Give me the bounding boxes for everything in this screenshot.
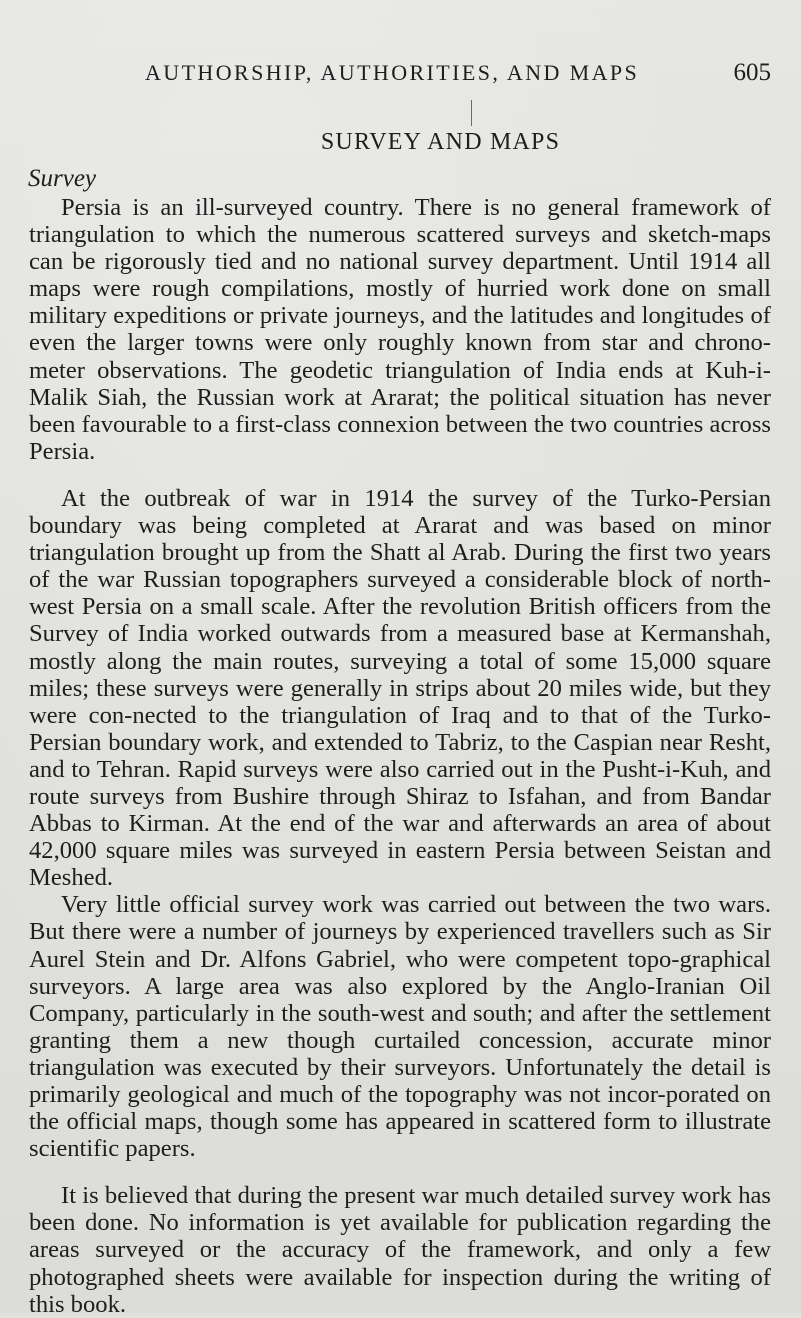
side-heading: Survey — [28, 165, 97, 192]
running-title: AUTHORSHIP, AUTHORITIES, AND MAPS — [145, 60, 640, 85]
body-text — [29, 194, 771, 1318]
paragraph: Very little official survey work was carried out between the two wars. But there were a number of journeys by experienced travellers such as Sir Aurel Stein and Dr. Alfons Gabriel, who were competent topo-graphical surveyors. A large area was also explored by the Anglo-Iranian Oil Company, particularly in the south-west and south; and after the settlement granting them a new though curtailed concession, accurate minor triangulation was executed by their surveyors. Unfortunately the detail is primarily geological and much of the topography was not incor-porated on the official maps, though some has appeared in scattered form to illustrate scientific papers. — [29, 891, 771, 1163]
paragraph: At the outbreak of war in 1914 the survey of the Turko-Persian boundary was being completed at Ararat and was based on minor triangulation brought up from the Shatt al Arab. During the first two years of the war Russian topographers surveyed a considerable block of north-west Persia on a small scale. After the revolution British officers from the Survey of India worked outwards from a measured base at Kermanshah, mostly along the main routes, surveying a total of some 15,000 square miles; these surveys were generally in strips about 20 miles wide, but they were con-nected to the triangulation of Iraq and to that of the Turko-Persian boundary work, and extended to Tabriz, to the Caspian near Resht, and to Tehran. Rapid surveys were also carried out in the Pusht-i-Kuh, and route surveys from Bushire through Shiraz to Isfahan, and from Bandar Abbas to Kirman. At the end of the war and afterwards an area of about 42,000 square miles was surveyed in eastern Persia between Seistan and Meshed. — [29, 484, 771, 892]
paragraph: Persia is an ill-surveyed country. There is no general framework of triangulation to which the numerous scattered surveys and sketch-maps can be rigorously tied and no national survey department. Until 1914 all maps were rough compilations, mostly of hurried work done on small military expeditions or private journeys, and the latitudes and longitudes of even the larger towns were only roughly known from star and chrono-meter observations. The geodetic triangulation of India ends at Kuh-i-Malik Siah, the Russian work at Ararat; the political situation has never been favourable to a first-class connexion between the two countries across Persia. — [29, 194, 771, 465]
gutter-mark — [471, 100, 472, 126]
section-heading: SURVEY AND MAPS — [320, 129, 561, 155]
page-number: 605 — [733, 59, 771, 86]
running-head — [145, 58, 771, 88]
paragraph: It is believed that during the present war much detailed survey work has been done. No information is yet available for publication regarding the areas surveyed or the accuracy of the framework, and only a few photographed sheets were available for inspection during the writing of this book. — [29, 1182, 771, 1318]
